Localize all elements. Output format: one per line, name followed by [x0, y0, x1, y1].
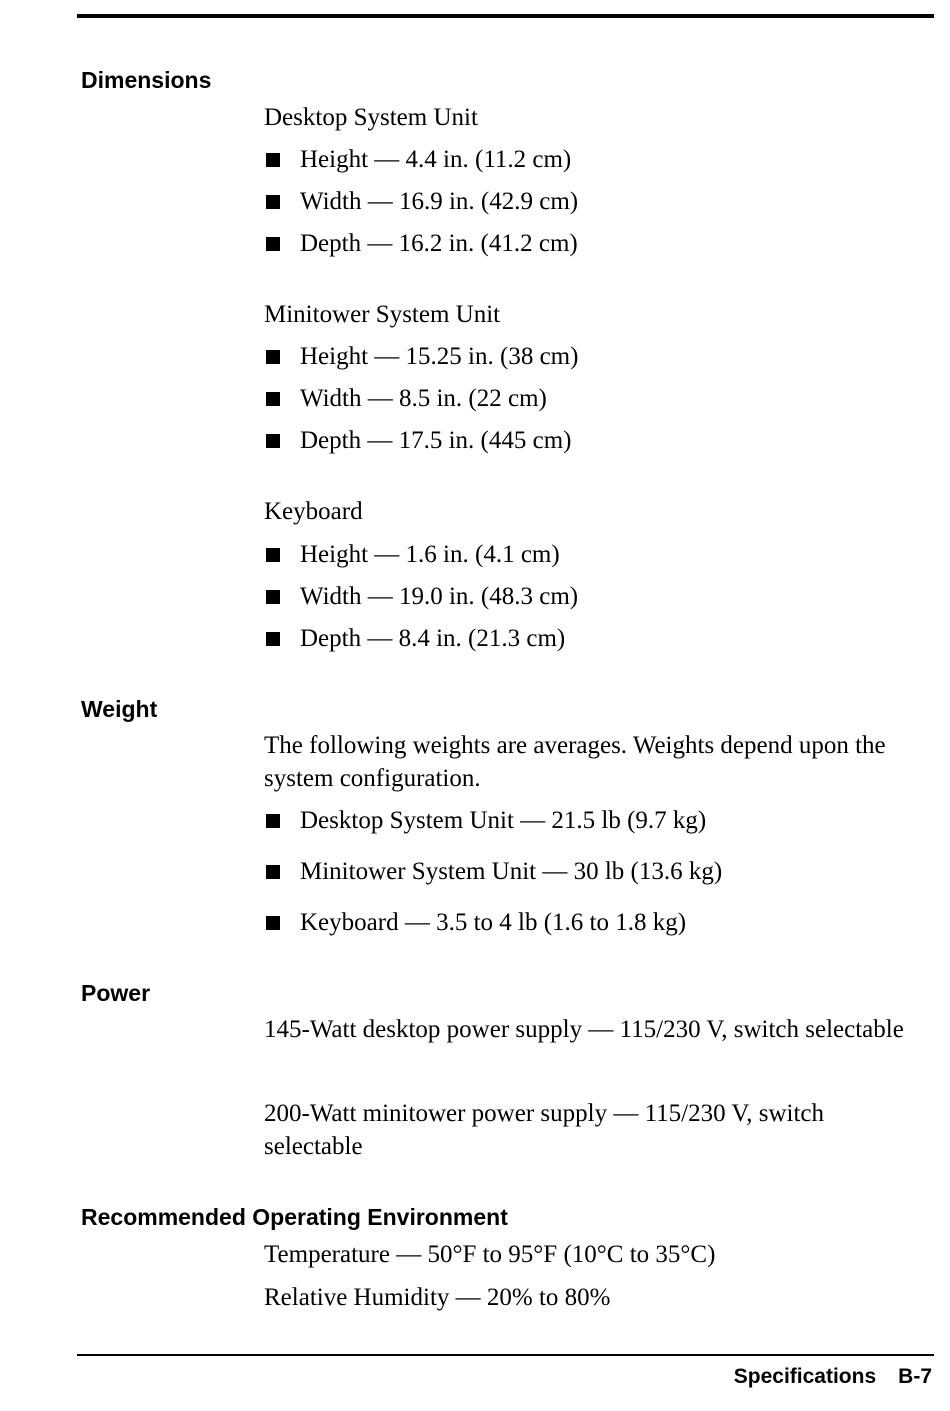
list-item-text: Desktop System Unit — 21.5 lb (9.7 kg)	[300, 807, 707, 834]
page-number: B-7	[898, 1365, 932, 1388]
list-item-text: Depth — 8.4 in. (21.3 cm)	[300, 625, 566, 652]
bullet-icon	[266, 392, 280, 406]
list-item-text: Minitower System Unit — 30 lb (13.6 kg)	[300, 858, 723, 885]
top-rule	[77, 14, 934, 18]
desktop-unit-title: Desktop System Unit	[264, 104, 478, 131]
bullet-icon	[266, 350, 280, 364]
bullet-icon	[266, 548, 280, 562]
list-item-text: Height — 15.25 in. (38 cm)	[300, 343, 579, 370]
minitower-unit-title: Minitower System Unit	[264, 301, 501, 328]
power-minitower-text: 200-Watt minitower power supply — 115/230 V, switch selectable	[264, 1100, 824, 1160]
humidity-text: Relative Humidity — 20% to 80%	[264, 1284, 611, 1311]
bullet-icon	[266, 434, 280, 448]
weight-intro: The following weights are averages. Weights depend upon the system configuration.	[264, 732, 886, 792]
bullet-icon	[266, 865, 280, 879]
list-item-text: Keyboard — 3.5 to 4 lb (1.6 to 1.8 kg)	[300, 909, 687, 936]
list-item-text: Depth — 16.2 in. (41.2 cm)	[300, 230, 578, 257]
power-desktop-text: 145-Watt desktop power supply — 115/230 V, switch selectable	[264, 1016, 904, 1043]
bottom-rule	[77, 1354, 934, 1356]
bullet-icon	[266, 153, 280, 167]
power-heading: Power	[81, 980, 151, 1006]
list-item-text: Width — 8.5 in. (22 cm)	[300, 385, 547, 412]
dimensions-heading: Dimensions	[81, 67, 212, 93]
list-item-text: Height — 1.6 in. (4.1 cm)	[300, 541, 560, 568]
bullet-icon	[266, 237, 280, 251]
bullet-icon	[266, 814, 280, 828]
bullet-icon	[266, 590, 280, 604]
list-item-text: Height — 4.4 in. (11.2 cm)	[300, 146, 572, 173]
page-footer	[734, 1365, 932, 1389]
list-item-text: Width — 16.9 in. (42.9 cm)	[300, 188, 579, 215]
temperature-text: Temperature — 50°F to 95°F (10°C to 35°C)	[264, 1241, 716, 1268]
bullet-icon	[266, 632, 280, 646]
list-item-text: Width — 19.0 in. (48.3 cm)	[300, 583, 579, 610]
environment-heading: Recommended Operating Environment	[81, 1204, 508, 1230]
keyboard-title: Keyboard	[264, 498, 363, 525]
list-item-text: Depth — 17.5 in. (445 cm)	[300, 427, 572, 454]
footer-section-title: Specifications	[733, 1365, 877, 1388]
weight-heading: Weight	[81, 696, 158, 722]
bullet-icon	[266, 916, 280, 930]
bullet-icon	[266, 195, 280, 209]
